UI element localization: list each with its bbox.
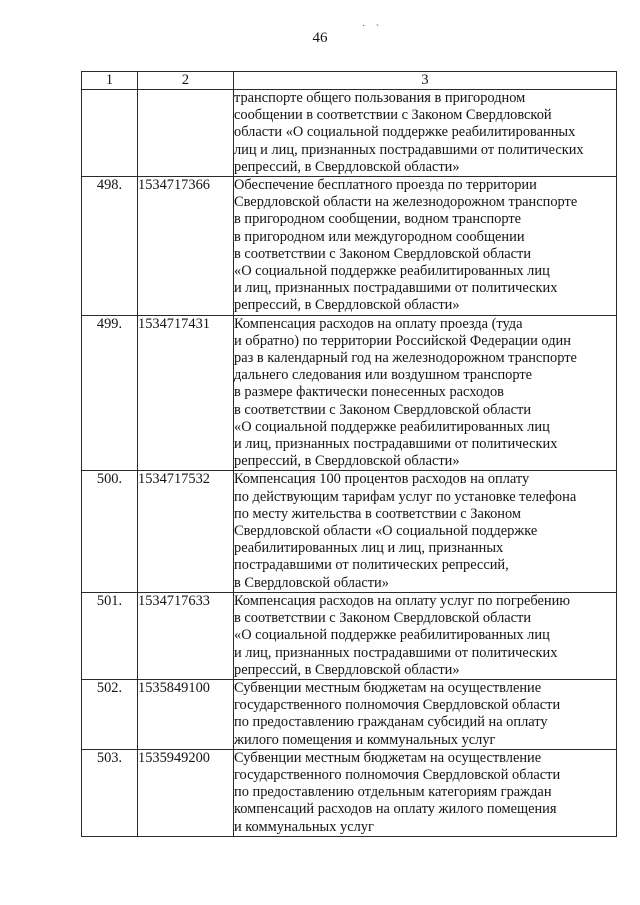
row-number: 501. — [82, 592, 138, 679]
row-number: 502. — [82, 679, 138, 749]
description-line: Субвенции местным бюджетам на осуществление — [234, 679, 542, 696]
description-line: «О социальной поддержке реабилитированных лиц — [234, 418, 550, 435]
description-line: по действующим тарифам услуг по установке телефона — [234, 488, 577, 505]
column-header-3: 3 — [234, 72, 617, 90]
description-line: репрессий, в Свердловской области» — [234, 661, 460, 678]
description-line: в соответствии с Законом Свердловской области — [234, 245, 532, 262]
table-row — [82, 592, 617, 679]
row-description — [234, 177, 617, 316]
scan-specks: ˙ ˋ — [362, 24, 384, 35]
description-line: Обеспечение бесплатного проезда по территории — [234, 177, 537, 194]
description-line: государственного полномочия Свердловской области — [234, 766, 561, 783]
classification-code: 1535849100 — [138, 679, 234, 749]
description-line: сообщении в соответствии с Законом Свердловской — [234, 107, 552, 124]
description-line: «О социальной поддержке реабилитированных лиц — [234, 627, 550, 644]
description-line: Компенсация расходов на оплату услуг по погребению — [234, 592, 571, 609]
table-row — [82, 177, 617, 316]
classification-code: 1534717532 — [138, 471, 234, 592]
table-row — [82, 679, 617, 749]
description-line: Субвенции местным бюджетам на осуществление — [234, 749, 542, 766]
column-header-2: 2 — [138, 72, 234, 90]
row-description — [234, 90, 617, 177]
description-line: по предоставлению отдельным категориям граждан — [234, 784, 552, 801]
row-number: 503. — [82, 749, 138, 836]
description-line: в соответствии с Законом Свердловской области — [234, 401, 532, 418]
description-line: по предоставлению гражданам субсидий на оплату — [234, 714, 548, 731]
table-row — [82, 749, 617, 836]
description-line: реабилитированных лиц и лиц, признанных — [234, 540, 504, 557]
description-line: жилого помещения и коммунальных услуг — [234, 731, 496, 748]
description-line: и лиц, признанных пострадавшими от политических — [234, 436, 558, 453]
row-description — [234, 315, 617, 471]
table-header-row — [82, 72, 617, 90]
column-header-1: 1 — [82, 72, 138, 90]
description-line: репрессий, в Свердловской области» — [234, 453, 460, 470]
description-line: и лиц, признанных пострадавшими от политических — [234, 280, 558, 297]
description-line: раз в календарный год на железнодорожном транспорте — [234, 350, 577, 367]
table-row — [82, 90, 617, 177]
description-line: по месту жительства в соответствии с Законом — [234, 505, 522, 522]
row-description — [234, 592, 617, 679]
description-line: компенсаций расходов на оплату жилого помещения — [234, 801, 557, 818]
description-line: репрессий, в Свердловской области» — [234, 158, 460, 175]
page-number: 46 — [312, 30, 328, 46]
description-line: пострадавшими от политических репрессий, — [234, 557, 509, 574]
description-line: репрессий, в Свердловской области» — [234, 297, 460, 314]
description-line: и коммунальных услуг — [234, 818, 374, 835]
table-row — [82, 471, 617, 592]
description-line: области «О социальной поддержке реабилитированных — [234, 124, 576, 141]
description-line: Свердловской области на железнодорожном транспорте — [234, 194, 578, 211]
description-line: Компенсация 100 процентов расходов на оплату — [234, 471, 530, 488]
description-line: транспорте общего пользования в пригородном — [234, 90, 526, 106]
classification-code: 1535949200 — [138, 749, 234, 836]
row-number: 498. — [82, 177, 138, 316]
description-line: и обратно) по территории Российской Федерации один — [234, 332, 571, 349]
description-line: государственного полномочия Свердловской области — [234, 697, 561, 714]
row-description — [234, 471, 617, 592]
description-line: в Свердловской области» — [234, 574, 389, 591]
description-line: в пригородном или междугородном сообщении — [234, 228, 525, 245]
description-line: в соответствии с Законом Свердловской области — [234, 610, 532, 627]
description-line: лиц и лиц, признанных пострадавшими от политических — [234, 141, 584, 158]
budget-classification-table — [81, 71, 617, 837]
classification-code — [138, 90, 234, 177]
description-line: дальнего следования или воздушном транспорте — [234, 367, 533, 384]
description-line: Компенсация расходов на оплату проезда (туда — [234, 315, 523, 332]
row-number: 500. — [82, 471, 138, 592]
description-line: в размере фактически понесенных расходов — [234, 384, 504, 401]
description-line: и лиц, признанных пострадавшими от политических — [234, 644, 558, 661]
description-line: в пригородном сообщении, водном транспорте — [234, 211, 522, 228]
row-number — [82, 90, 138, 177]
classification-code: 1534717366 — [138, 177, 234, 316]
table-row — [82, 315, 617, 471]
classification-code: 1534717431 — [138, 315, 234, 471]
classification-code: 1534717633 — [138, 592, 234, 679]
description-line: Свердловской области «О социальной поддержке — [234, 523, 538, 540]
description-line: «О социальной поддержке реабилитированных лиц — [234, 263, 550, 280]
row-number: 499. — [82, 315, 138, 471]
row-description — [234, 679, 617, 749]
row-description — [234, 749, 617, 836]
